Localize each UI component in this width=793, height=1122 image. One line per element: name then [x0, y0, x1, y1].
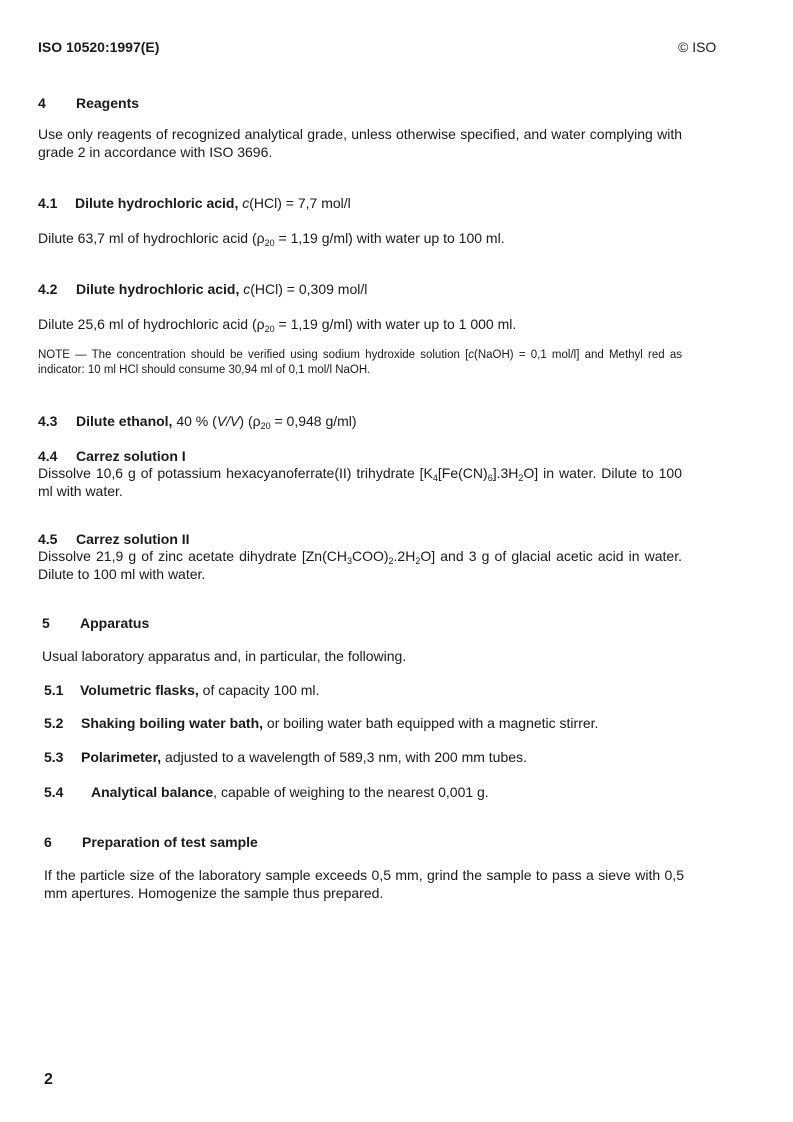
page-number: 2	[44, 1071, 53, 1088]
item-text: adjusted to a wavelength of 589,3 nm, with 200 mm tubes.	[161, 749, 527, 765]
section-6-heading	[44, 833, 258, 851]
copyright-mark: © ISO	[678, 39, 717, 55]
text-part: 40 % (	[176, 413, 217, 429]
subsection-4-5-heading	[38, 530, 190, 548]
subsection-4-4-text	[38, 464, 682, 500]
subsection-4-2-text	[38, 315, 516, 333]
subsection-number: 4.1	[38, 195, 58, 211]
subsection-title: Dilute hydrochloric acid,	[75, 195, 239, 211]
item-number: 5.2	[44, 715, 64, 731]
item-number: 5.4	[44, 784, 64, 800]
item-number: 5.3	[44, 749, 64, 765]
item-text: or boiling water bath equipped with a magnetic stirrer.	[263, 715, 599, 731]
text-part: Dilute 63,7 ml of hydrochloric acid (ρ	[38, 230, 265, 246]
text-part: Dilute 25,6 ml of hydrochloric acid (ρ	[38, 316, 265, 332]
section-title: Preparation of test sample	[82, 834, 258, 850]
subsection-4-1-text	[38, 229, 505, 247]
formula: (HCl) = 7,7 mol/l	[249, 195, 351, 211]
text-part: = 1,19 g/ml) with water up to 100 ml.	[274, 230, 505, 246]
text-part: O] and 3 g of glacial acetic acid in water. Dilute to 100 ml with water.	[38, 548, 682, 582]
formula: (HCl) = 0,309 mol/l	[250, 281, 368, 297]
apparatus-item	[44, 681, 319, 699]
item-title: Analytical balance	[91, 784, 214, 800]
symbol-c: c	[243, 281, 251, 297]
item-title: Shaking boiling water bath,	[81, 715, 264, 731]
subsection-4-5-text	[38, 547, 682, 583]
subsection-title: Dilute ethanol,	[76, 413, 173, 429]
text-part: ].3H	[492, 465, 519, 481]
subsection-title: Carrez solution I	[76, 448, 186, 464]
section-number: 4	[38, 95, 46, 111]
section-6-text: If the particle size of the laboratory sample exceeds 0,5 mm, grind the sample to pass a sieve with 0,5 mm apertures. Homogenize the sample thus prepared.	[44, 867, 684, 901]
section-title: Reagents	[76, 95, 140, 111]
subsection-4-1-heading	[38, 194, 351, 212]
item-text: , capable of weighing to the nearest 0,001 g.	[213, 784, 489, 800]
document-id: ISO 10520:1997(E)	[38, 39, 160, 55]
subsection-number: 4.3	[38, 413, 58, 429]
item-text: of capacity 100 ml.	[198, 682, 320, 698]
subscript: 4	[432, 473, 438, 483]
subsection-4-3-heading	[38, 412, 357, 430]
text-part: O] in water. Dilute to 100 ml with water.	[38, 465, 682, 499]
note-text: — The concentration should be verified using sodium hydroxide solution [	[69, 349, 469, 361]
subscript: 2	[415, 556, 421, 566]
text-part: .2H	[393, 548, 416, 564]
apparatus-item	[44, 783, 489, 801]
apparatus-item	[44, 714, 598, 732]
note-label: NOTE	[38, 349, 70, 361]
text-part: ) (ρ	[239, 413, 261, 429]
subsection-number: 4.2	[38, 281, 58, 297]
subscript: 6	[487, 473, 493, 483]
text-part: Dissolve 21,9 g of zinc acetate dihydrate [Zn(CH	[38, 548, 347, 564]
symbol-c: c	[468, 349, 475, 361]
subscript: 20	[264, 324, 275, 334]
section-4-intro: Use only reagents of recognized analytical grade, unless otherwise specified, and water complying with grade 2 in accordance with ISO 3696.	[38, 126, 682, 160]
subsection-title: Dilute hydrochloric acid,	[76, 281, 240, 297]
text-part: = 0,948 g/ml)	[270, 413, 357, 429]
apparatus-item	[44, 748, 527, 766]
subsection-4-2-heading	[38, 280, 367, 298]
subscript: 20	[260, 421, 271, 431]
item-title: Polarimeter,	[81, 749, 162, 765]
item-number: 5.1	[44, 682, 64, 698]
text-part: [Fe(CN)	[437, 465, 488, 481]
text-part: = 1,19 g/ml) with water up to 1 000 ml.	[274, 316, 517, 332]
section-5-heading	[42, 614, 149, 632]
item-title: Volumetric flasks,	[80, 682, 199, 698]
subscript: 2	[388, 556, 394, 566]
subscript: 2	[518, 473, 524, 483]
subsection-number: 4.4	[38, 448, 58, 464]
text-part: COO)	[351, 548, 389, 564]
subsection-title: Carrez solution II	[76, 531, 190, 547]
text-part: Dissolve 10,6 g of potassium hexacyanoferrate(II) trihydrate [K	[38, 465, 433, 481]
subsection-4-4-heading	[38, 447, 186, 465]
subscript: 3	[346, 556, 352, 566]
note-text: (NaOH) = 0,1 mol/l] and Methyl red as indicator: 10 ml HCl should consume 30,94 ml of 0,1 mol/l NaOH.	[38, 349, 682, 376]
section-4-heading	[38, 94, 139, 112]
subsection-number: 4.5	[38, 531, 58, 547]
section-title: Apparatus	[80, 615, 150, 631]
section-5-intro: Usual laboratory apparatus and, in particular, the following.	[42, 648, 407, 664]
section-number: 5	[42, 615, 50, 631]
section-number: 6	[44, 834, 52, 850]
subscript: 20	[264, 238, 275, 248]
unit-vv: V/V	[216, 413, 240, 429]
note	[38, 348, 682, 378]
symbol-c: c	[242, 195, 250, 211]
